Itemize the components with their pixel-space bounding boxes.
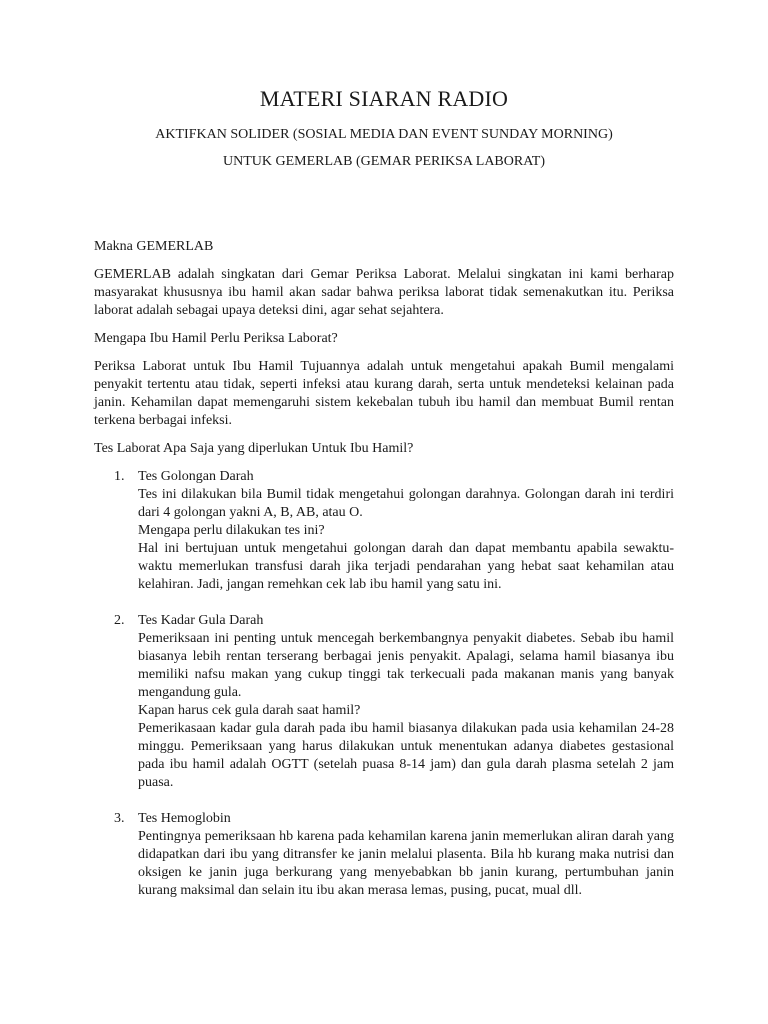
list-item-number: 2. <box>114 613 125 628</box>
list-item-title: Tes Golongan Darah <box>138 469 254 484</box>
section-text-makna: GEMERLAB adalah singkatan dari Gemar Periksa Laborat. Melalui singkatan ini kami berharap masyarakat khususnya ibu hamil akan sadar bahwa periksa laborat tidak semenakutkan itu. Periksa laborat adalah sebagai upaya deteksi dini, agar sehat sejahtera. <box>94 267 674 318</box>
page-subtitle-1: AKTIFKAN SOLIDER (SOSIAL MEDIA DAN EVENT SUNDAY MORNING) <box>155 127 613 142</box>
list-item-title: Tes Hemoglobin <box>138 811 231 826</box>
list-item-body <box>138 810 674 900</box>
list-item-number: 3. <box>114 811 125 826</box>
page-title: MATERI SIARAN RADIO <box>259 86 509 111</box>
list-item-title: Tes Kadar Gula Darah <box>138 613 264 628</box>
section-text-mengapa: Periksa Laborat untuk Ibu Hamil Tujuannya adalah untuk mengetahui apakah Bumil mengalami penyakit tertentu atau tidak, seperti infeksi atau kurang darah, serta untuk mendeteksi kelainan pada janin. Kehamilan dapat memengaruhi sistem kekebalan tubuh ibu hamil dan membuat Bumil rentan terkena berbagai infeksi. <box>94 359 674 428</box>
list-item-question: Mengapa perlu dilakukan tes ini? <box>138 523 325 538</box>
list-item-text: Hal ini bertujuan untuk mengetahui golongan darah dan dapat membantu apabila sewaktu-waktu memerlukan transfusi darah jika terjadi pendarahan yang hebat saat kehamilan atau kelahiran. Jadi, jangan remehkan cek lab ibu hamil yang satu ini. <box>138 541 674 592</box>
list-item-text: Pentingnya pemeriksaan hb karena pada kehamilan karena janin memerlukan aliran darah yang didapatkan dari ibu yang ditransfer ke janin melalui plasenta. Bila hb kurang maka nutrisi dan oksigen ke janin juga berkurang yang menyebabkan bb janin kurang, pertumbuhan janin kurang maksimal dan selain itu ibu akan merasa lemas, pusing, pucat, mual dll. <box>138 829 674 898</box>
list-item <box>94 810 674 900</box>
list-item-text: Tes ini dilakukan bila Bumil tidak mengetahui golongan darahnya. Golongan darah ini terdiri dari 4 golongan yakni A, B, AB, atau O. <box>138 487 674 520</box>
list-item <box>94 612 674 810</box>
list-item-text: Pemerikasaan kadar gula darah pada ibu hamil biasanya dilakukan pada usia kehamilan 24-28 minggu. Pemeriksaan yang harus dilakukan untuk menentukan adanya diabetes gestasional pada ibu hamil adalah OGTT (setelah puasa 8-14 jam) dan gula darah plasma setelah 2 jam puasa. <box>138 721 674 790</box>
list-item-body <box>138 612 674 792</box>
list-item-body <box>138 468 674 594</box>
list-item-number: 1. <box>114 469 125 484</box>
section-heading-tes: Tes Laborat Apa Saja yang diperlukan Untuk Ibu Hamil? <box>94 441 414 456</box>
test-list <box>94 468 674 900</box>
section-heading-mengapa: Mengapa Ibu Hamil Perlu Periksa Laborat? <box>94 331 338 346</box>
document-body <box>94 238 674 900</box>
list-item <box>94 468 674 612</box>
list-item-question: Kapan harus cek gula darah saat hamil? <box>138 703 361 718</box>
list-item-text: Pemeriksaan ini penting untuk mencegah berkembangnya penyakit diabetes. Sebab ibu hamil biasanya lebih rentan terserang berbagai jenis penyakit. Apalagi, selama hamil biasanya ibu memiliki nafsu makan yang cukup tinggi tak terkecuali pada makanan manis yang banyak mengandung gula. <box>138 631 674 700</box>
section-heading-makna: Makna GEMERLAB <box>94 239 214 254</box>
page-subtitle-2: UNTUK GEMERLAB (GEMAR PERIKSA LABORAT) <box>222 154 545 169</box>
